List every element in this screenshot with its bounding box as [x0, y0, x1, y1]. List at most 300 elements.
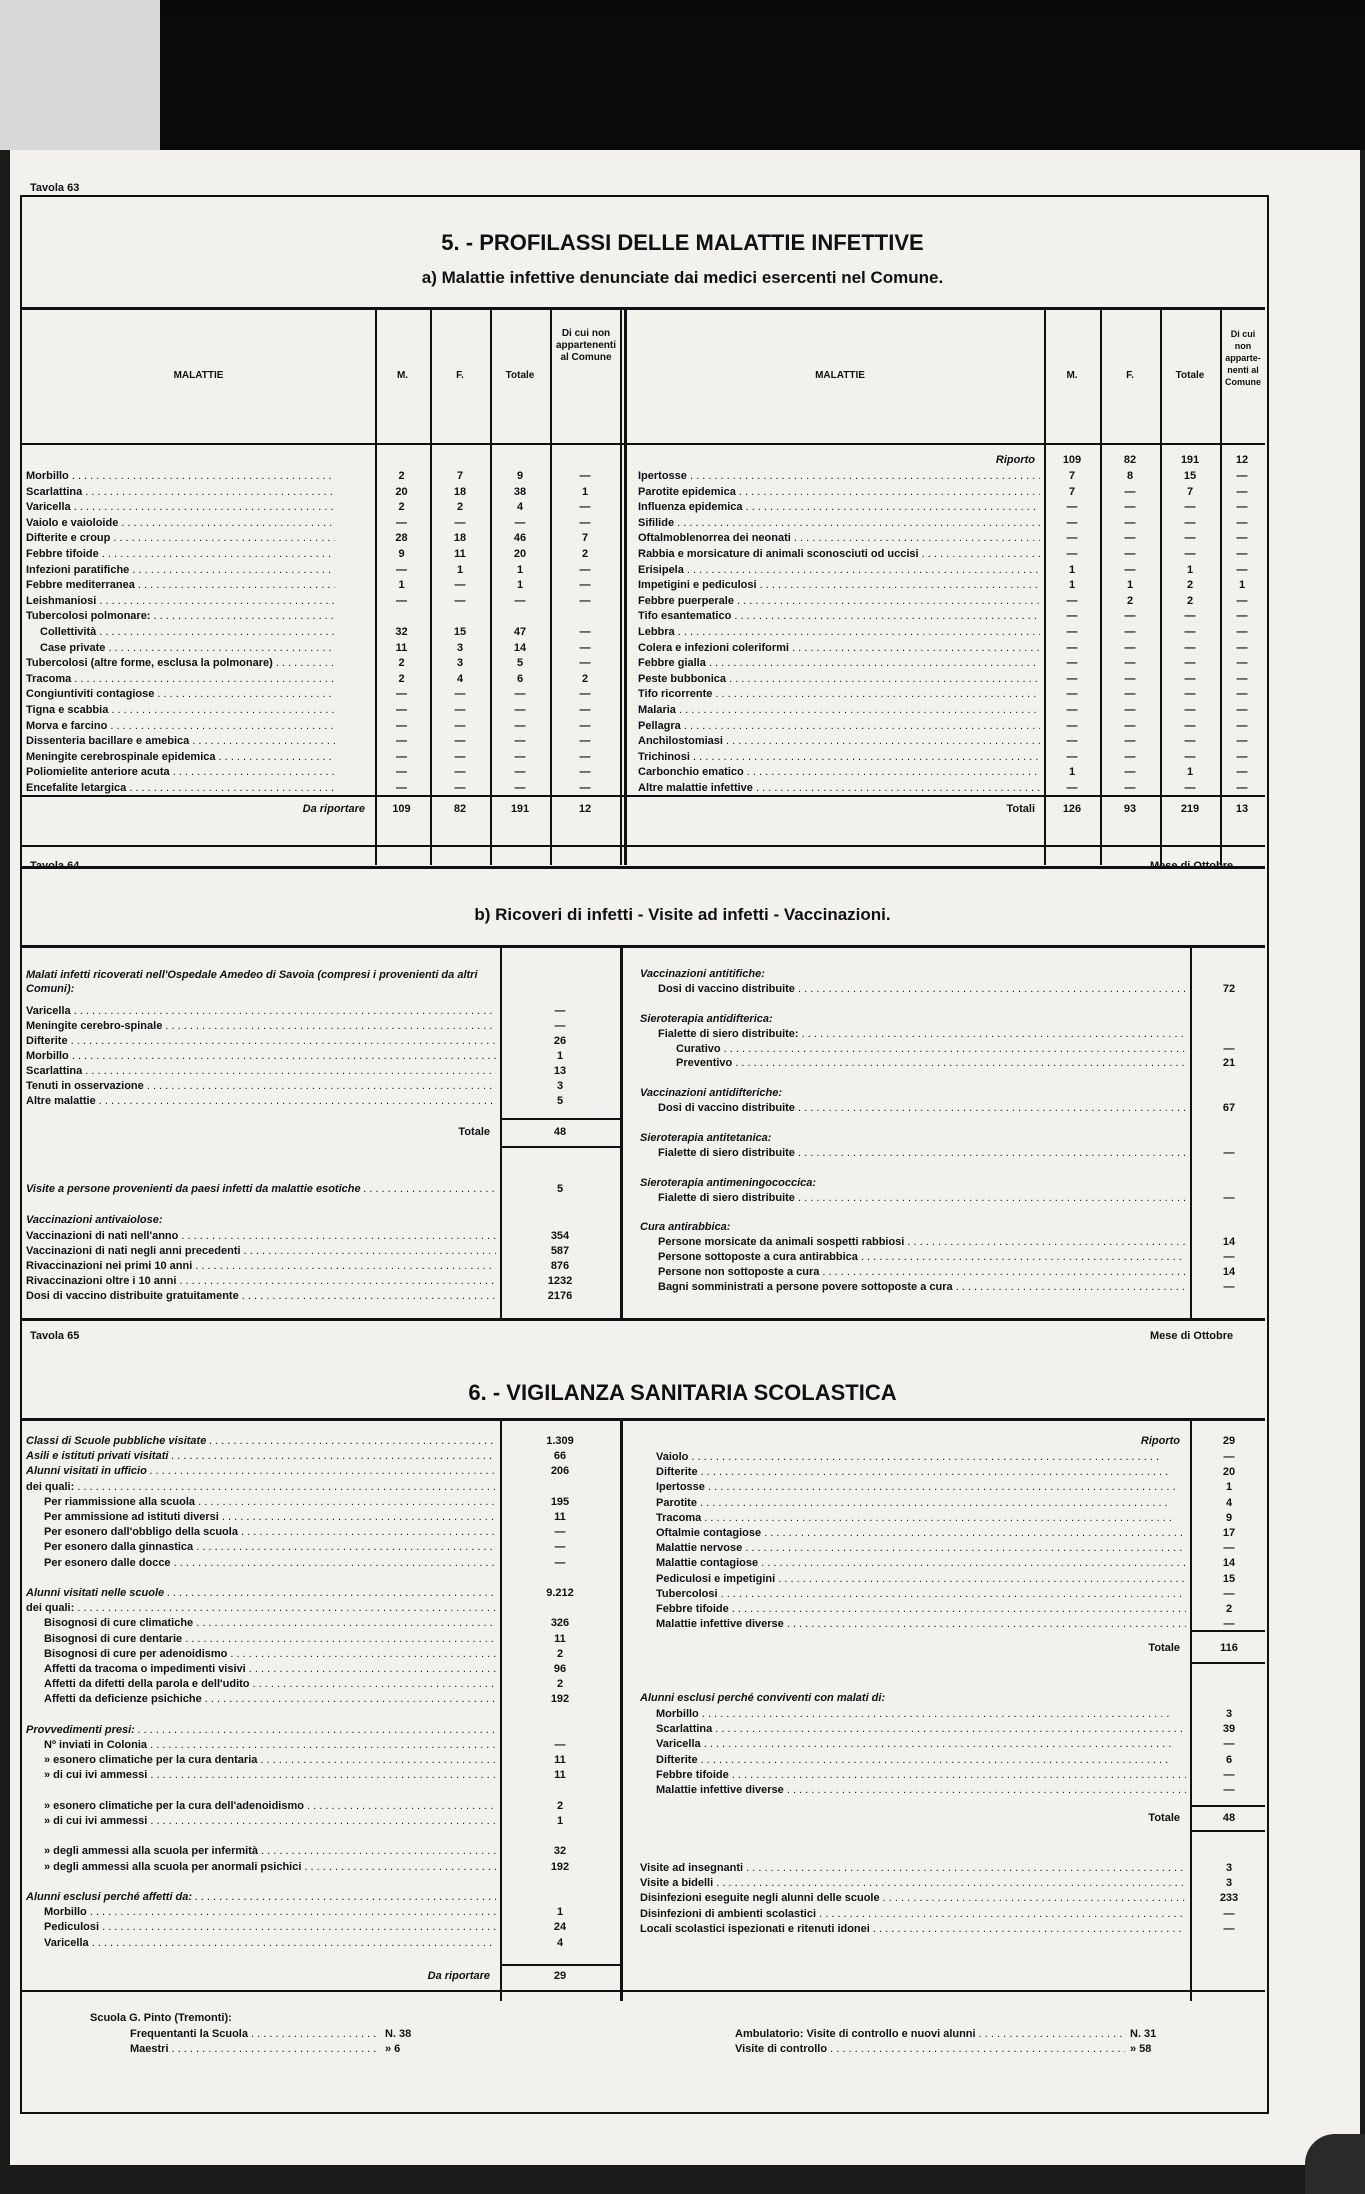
- count-m: —: [396, 750, 407, 763]
- vaccination-item: Rivaccinazioni oltre i 10 anni . . .: [26, 1275, 496, 1287]
- admissions-heading: Malati infetti ricoverati nell'Ospedale Amedeo di Savoia (compresi i provenienti da altri Comuni):: [26, 969, 478, 995]
- count-n: —: [1236, 485, 1248, 498]
- vaccination-item: Rivaccinazioni nei primi 10 anni . . .: [26, 1260, 496, 1272]
- count-t: —: [1184, 626, 1196, 638]
- exclusion-item: Parotite . . .: [656, 1497, 1186, 1509]
- school-item: dei quali: . . .: [26, 1481, 496, 1493]
- disease-name: Dissenteria bacillare e amebica . . .: [26, 735, 335, 747]
- rule: [20, 1418, 1265, 1421]
- cohabitant-item: Malattie infettive diverse . . .: [656, 1784, 1186, 1796]
- footer-school-heading: Scuola G. Pinto (Tremonti):: [90, 2012, 232, 2024]
- disease-name: Malaria . . .: [638, 704, 1040, 716]
- count-f: 1: [1126, 579, 1134, 592]
- table-64-label: Tavola 64: [30, 860, 80, 872]
- school-count: 2: [556, 1678, 564, 1691]
- count-f: 15: [453, 626, 467, 638]
- footer-ambulatory-item: Ambulatorio: Visite di controllo e nuovi alunni . . .: [735, 2028, 1125, 2040]
- count-t: —: [1184, 704, 1196, 716]
- count-m: 1: [1068, 579, 1076, 592]
- school-count: 11: [554, 1632, 566, 1645]
- count-t: —: [514, 516, 526, 529]
- disease-name: Poliomielite anteriore acuta . . .: [26, 766, 335, 778]
- header-disease-right: MALATTIE: [815, 370, 865, 381]
- disease-name: Rabbia e morsicature di animali sconosciuti od uccisi . . .: [638, 548, 1040, 560]
- disease-name: Varicella . . .: [26, 501, 335, 513]
- vaccine-item: Curativo . . .: [676, 1043, 1185, 1055]
- exclusion-count: 2: [1225, 1603, 1233, 1615]
- count-m: —: [1066, 548, 1078, 560]
- vaccine-item: Dosi di vaccino distribuite . . .: [658, 983, 1185, 995]
- column-rule: [500, 1421, 502, 2001]
- other-item: Visite ad insegnanti . . .: [640, 1862, 1185, 1874]
- school-count: 2: [556, 1647, 564, 1660]
- vaccine-count: —: [1223, 1191, 1235, 1204]
- school-count: 2: [556, 1799, 564, 1812]
- carried-over-f: 82: [1123, 454, 1137, 466]
- count-t: 1: [1186, 563, 1194, 576]
- visits-label: Visite a persone provenienti da paesi infetti da malattie esotiche . . .: [26, 1183, 496, 1195]
- count-f: —: [1124, 766, 1136, 779]
- vaccination-heading: Vaccinazioni antivaiolose:: [26, 1214, 163, 1226]
- count-m: —: [1066, 532, 1078, 545]
- school-item: Per esonero dalla ginnastica . . .: [44, 1541, 496, 1553]
- cohabitant-item: Difterite . . .: [656, 1754, 1186, 1766]
- cohabitant-count: —: [1223, 1768, 1235, 1781]
- vaccine-item: Fialette di siero distribuite: . . .: [658, 1028, 1185, 1040]
- cohabitant-count: —: [1223, 1784, 1235, 1796]
- school-count: —: [554, 1556, 566, 1569]
- count-f: 8: [1126, 470, 1134, 482]
- school-item: » di cui ivi ammessi . . .: [44, 1769, 496, 1781]
- footer-ambulatory-count: N. 31: [1130, 2028, 1157, 2040]
- count-t: —: [1184, 719, 1196, 732]
- column-rule: [620, 310, 622, 865]
- vaccination-item: Dosi di vaccino distribuite gratuitamente . . .: [26, 1290, 496, 1302]
- row-rule: [1190, 1630, 1265, 1632]
- school-item: Pediculosi . . .: [44, 1921, 496, 1933]
- count-n: 7: [581, 532, 589, 545]
- row-rule: [20, 795, 1265, 797]
- count-t: —: [514, 766, 526, 779]
- footer-school-count: » 6: [385, 2043, 401, 2055]
- count-f: —: [454, 766, 466, 779]
- table-63-label: Tavola 63: [30, 182, 80, 194]
- count-m: —: [396, 766, 407, 779]
- count-f: —: [454, 688, 466, 701]
- disease-name: Scarlattina . . .: [26, 486, 335, 498]
- exclusion-count: 17: [1222, 1527, 1236, 1539]
- exclusion-item: Malattie infettive diverse . . .: [656, 1618, 1186, 1630]
- exclusion-count: —: [1223, 1587, 1235, 1600]
- section-5b-title: b) Ricoveri di infetti - Visite ad infetti - Vaccinazioni.: [474, 905, 891, 924]
- count-f: —: [1124, 501, 1136, 514]
- count-f: 4: [456, 672, 464, 685]
- count-t: 20: [513, 548, 527, 560]
- school-count: 11: [554, 1754, 566, 1767]
- count-n: —: [1236, 610, 1248, 623]
- school-item: Asili e istituti privati visitati . . .: [26, 1450, 496, 1462]
- row-rule: [1190, 1662, 1265, 1664]
- header-non-resident-right: Di cui non appartenenti al Comune: [1225, 329, 1261, 387]
- count-f: 3: [456, 641, 464, 654]
- disease-name: Febbre tifoide . . .: [26, 548, 335, 560]
- count-m: 7: [1068, 470, 1076, 482]
- disease-name: Oftalmoblenorrea dei neonati . . .: [638, 532, 1040, 544]
- disease-name: Altre malattie infettive . . .: [638, 782, 1040, 794]
- other-count: —: [1223, 1922, 1235, 1935]
- other-count: —: [1223, 1907, 1235, 1920]
- count-n: 1: [1238, 579, 1246, 592]
- header-female: F.: [456, 370, 464, 381]
- count-n: —: [579, 563, 591, 576]
- exclusion-count: 20: [1222, 1466, 1236, 1479]
- vaccine-count: —: [1223, 1042, 1235, 1055]
- count-m: 1: [398, 579, 405, 592]
- count-t: —: [514, 594, 526, 607]
- count-f: 18: [453, 485, 467, 498]
- rule: [20, 1318, 1265, 1321]
- disease-name: Leishmaniosi . . .: [26, 595, 335, 607]
- header-total: Totale: [505, 370, 535, 381]
- count-f: —: [1124, 563, 1136, 576]
- row-rule: [500, 1118, 620, 1120]
- disease-name: Colera e infezioni coleriformi . . .: [638, 642, 1040, 654]
- count-n: —: [579, 750, 591, 763]
- section-5-title: 5. - PROFILASSI DELLE MALATTIE INFETTIVE: [441, 230, 924, 255]
- count-f: —: [454, 782, 466, 794]
- section-6-title: 6. - VIGILANZA SANITARIA SCOLASTICA: [468, 1380, 897, 1405]
- count-t: —: [1184, 750, 1196, 763]
- school-count: —: [554, 1526, 566, 1539]
- count-n: —: [579, 470, 591, 482]
- count-f: —: [1124, 548, 1136, 560]
- count-m: —: [1066, 750, 1078, 763]
- count-n: —: [579, 766, 591, 779]
- disease-name: Tifo esantematico . . .: [638, 610, 1040, 622]
- month-label: Mese di Ottobre: [1150, 860, 1234, 872]
- carry-forward-label: Da riportare: [302, 803, 365, 815]
- count-t: —: [1184, 657, 1196, 670]
- totals-f: 93: [1123, 803, 1137, 815]
- row-rule: [20, 1990, 1265, 1992]
- count-t: —: [1184, 782, 1196, 794]
- count-n: —: [1236, 532, 1248, 545]
- vaccine-count: 14: [1222, 1266, 1236, 1278]
- exclusion-count: —: [1223, 1451, 1235, 1463]
- count-f: —: [454, 579, 466, 592]
- vaccine-item: Fialette di siero distribuite . . .: [658, 1192, 1185, 1204]
- count-t: 2: [1186, 594, 1194, 607]
- disease-name: Influenza epidemica . . .: [638, 501, 1040, 513]
- count-t: —: [514, 750, 526, 763]
- vaccine-item: Preventivo . . .: [676, 1057, 1185, 1069]
- count-m: —: [396, 735, 407, 748]
- count-n: —: [1236, 735, 1248, 748]
- carry-forward-t: 191: [510, 803, 530, 815]
- count-n: —: [579, 782, 591, 794]
- school-item: » esonero climatiche per la cura dentaria . . .: [44, 1754, 496, 1766]
- disease-name: Collettività . . .: [40, 626, 335, 638]
- column-rule: [620, 948, 623, 1318]
- disease-name: Ipertosse . . .: [638, 470, 1040, 482]
- count-n: —: [579, 594, 591, 607]
- count-t: 7: [1186, 485, 1194, 498]
- school-item: Per riammissione alla scuola . . .: [44, 1496, 496, 1508]
- count-f: —: [1124, 719, 1136, 732]
- count-f: 18: [453, 532, 467, 545]
- school-item: Alunni visitati in ufficio . . .: [26, 1465, 496, 1477]
- count-f: —: [1124, 532, 1136, 545]
- exclusion-count: —: [1223, 1542, 1235, 1555]
- disease-name: Febbre puerperale . . .: [638, 595, 1040, 607]
- table-65-label: Tavola 65: [30, 1330, 80, 1342]
- exclusion-item: Malattie contagiose . . .: [656, 1557, 1186, 1569]
- count-m: —: [1066, 594, 1078, 607]
- count-m: 1: [1068, 766, 1076, 779]
- exclusion-item: Tracoma . . .: [656, 1512, 1186, 1524]
- count-t: —: [1184, 501, 1196, 514]
- school-item: Provvedimenti presi: . . .: [26, 1724, 496, 1736]
- school-count: —: [554, 1739, 566, 1751]
- school-item: Nº inviati in Colonia . . .: [44, 1739, 496, 1751]
- count-m: 11: [395, 641, 408, 654]
- row-rule: [500, 1146, 620, 1148]
- count-f: —: [454, 735, 466, 748]
- count-f: —: [1124, 672, 1136, 685]
- vaccination-count: 354: [550, 1230, 570, 1242]
- school-item: Bisognosi di cure per adenoidismo . . .: [44, 1648, 496, 1660]
- row-rule: [1190, 1805, 1265, 1807]
- school-count: 32: [553, 1845, 567, 1858]
- carry-forward-f: 82: [453, 803, 467, 815]
- exclusion-count: 4: [1225, 1496, 1233, 1509]
- count-n: —: [579, 657, 591, 670]
- count-n: —: [1236, 688, 1248, 701]
- school-item: Morbillo . . .: [44, 1906, 496, 1918]
- scan-corner: [1305, 2134, 1365, 2194]
- count-m: —: [396, 719, 407, 732]
- vaccine-item: Cura antirabbica:: [640, 1221, 731, 1234]
- count-n: —: [1236, 750, 1248, 763]
- vaccine-count: —: [1223, 1280, 1235, 1293]
- school-carried-over-label: Riporto: [1140, 1435, 1180, 1447]
- disease-name: Anchilostomiasi . . .: [638, 735, 1040, 747]
- school-count: 24: [553, 1921, 567, 1934]
- school-count: 11: [554, 1511, 566, 1523]
- exclusion-total: 116: [1220, 1642, 1238, 1654]
- count-m: 7: [1068, 485, 1076, 498]
- school-item: Classi di Scuole pubbliche visitate . . .: [26, 1435, 496, 1447]
- column-rule: [624, 310, 627, 865]
- count-t: 5: [516, 657, 524, 670]
- count-m: 2: [398, 501, 405, 514]
- rule: [20, 945, 1265, 948]
- exclusion-item: Vaiolo . . .: [656, 1451, 1186, 1463]
- cohabitant-count: —: [1223, 1738, 1235, 1751]
- disease-name: Meningite cerebrospinale epidemica . . .: [26, 751, 335, 763]
- school-item: » degli ammessi alla scuola per anormali psichici . . .: [44, 1861, 496, 1873]
- count-n: —: [1236, 719, 1248, 732]
- admissions-total: 48: [553, 1126, 567, 1138]
- column-rule: [1190, 948, 1192, 1318]
- admission-count: —: [554, 1020, 566, 1032]
- count-m: —: [1066, 704, 1078, 716]
- disease-name: Morbillo . . .: [26, 470, 335, 482]
- row-rule: [1190, 1830, 1265, 1832]
- column-rule: [620, 1421, 623, 2001]
- cohabitant-item: Varicella . . .: [656, 1738, 1186, 1750]
- disease-name: Pellagra . . .: [638, 720, 1040, 732]
- school-carry-forward: 29: [553, 1970, 567, 1982]
- cohabitant-count: 6: [1225, 1753, 1233, 1766]
- count-n: —: [579, 704, 591, 716]
- carry-forward-n: 12: [578, 803, 592, 815]
- totals-label: Totali: [1006, 803, 1035, 815]
- footer-ambulatory-item: Visite di controllo . . .: [735, 2043, 1125, 2055]
- school-item: Per ammissione ad istituti diversi . . .: [44, 1511, 496, 1523]
- school-carried-over: 29: [1222, 1435, 1236, 1447]
- disease-name: Case private . . .: [40, 642, 335, 654]
- count-t: 4: [516, 501, 524, 514]
- visits-count: 5: [556, 1183, 564, 1195]
- header-male-right: M.: [1066, 370, 1078, 381]
- count-n: —: [579, 626, 591, 638]
- cohabitant-count: 3: [1225, 1708, 1233, 1720]
- count-n: —: [1236, 641, 1248, 654]
- vaccination-count: 1232: [547, 1275, 573, 1287]
- count-t: —: [514, 782, 526, 794]
- disease-name: Infezioni paratifiche . . .: [26, 564, 335, 576]
- footer-school-item: Maestri . . .: [130, 2043, 380, 2055]
- count-t: 9: [516, 470, 524, 482]
- column-rule: [500, 948, 502, 1318]
- disease-name: Lebbra . . .: [638, 626, 1040, 638]
- column-rule: [1190, 1421, 1192, 2001]
- count-f: —: [1124, 626, 1136, 638]
- disease-name: Tracoma . . .: [26, 673, 335, 685]
- count-m: —: [396, 704, 407, 716]
- carried-over-m: 109: [1062, 454, 1082, 466]
- disease-name: Parotite epidemica . . .: [638, 486, 1040, 498]
- rule: [20, 307, 1265, 310]
- vaccination-item: Vaccinazioni di nati nell'anno . . .: [26, 1230, 496, 1242]
- vaccine-count: 21: [1222, 1057, 1236, 1070]
- school-item: Bisognosi di cure dentarie . . .: [44, 1633, 496, 1645]
- count-n: —: [579, 641, 591, 654]
- vaccination-item: Vaccinazioni di nati negli anni precedenti . . .: [26, 1245, 496, 1257]
- school-item: Varicella . . .: [44, 1937, 496, 1949]
- section-5a-subtitle: a) Malattie infettive denunciate dai medici esercenti nel Comune.: [421, 268, 944, 287]
- count-m: 2: [398, 470, 405, 482]
- admission-count: 5: [556, 1095, 564, 1107]
- school-item: Bisognosi di cure climatiche . . .: [44, 1617, 496, 1629]
- count-n: —: [1236, 516, 1248, 529]
- count-t: 1: [1186, 766, 1194, 779]
- count-n: —: [1236, 548, 1248, 560]
- cohabitant-item: Scarlattina . . .: [656, 1723, 1186, 1735]
- admission-count: —: [554, 1005, 566, 1017]
- vaccine-item: Sieroterapia antidifterica:: [640, 1012, 773, 1025]
- count-f: —: [454, 594, 466, 607]
- count-m: 1: [1068, 563, 1076, 576]
- count-m: —: [1066, 516, 1078, 529]
- vaccine-item: Sieroterapia antitetanica:: [640, 1131, 772, 1144]
- admission-count: 13: [553, 1065, 567, 1077]
- count-m: —: [1066, 610, 1078, 623]
- vaccine-count: —: [1223, 1251, 1235, 1264]
- header-total-right: Totale: [1175, 370, 1205, 381]
- count-f: —: [1124, 782, 1136, 794]
- admission-item: Meningite cerebro-spinale . . .: [26, 1020, 496, 1032]
- vaccine-item: Fialette di siero distribuite . . .: [658, 1147, 1185, 1159]
- count-n: —: [579, 579, 591, 592]
- other-count: 3: [1225, 1862, 1233, 1874]
- school-item: Affetti da deficienze psichiche . . .: [44, 1693, 496, 1705]
- school-count: 9.212: [546, 1587, 574, 1599]
- admission-item: Scarlattina . . .: [26, 1065, 496, 1077]
- school-count: —: [554, 1541, 566, 1554]
- vaccine-item: Dosi di vaccino distribuite . . .: [658, 1102, 1185, 1114]
- carried-over-t: 191: [1180, 454, 1200, 466]
- school-count: 11: [554, 1769, 566, 1782]
- disease-name: Vaiolo e vaioloide . . .: [26, 517, 335, 529]
- disease-name: Congiuntiviti contagiose . . .: [26, 688, 335, 700]
- disease-name: Carbonchio ematico . . .: [638, 766, 1040, 778]
- exclusion-count: 14: [1222, 1557, 1236, 1570]
- vaccine-item: Persone morsicate da animali sospetti rabbiosi . . .: [658, 1236, 1185, 1248]
- other-item: Disinfezioni di ambienti scolastici . . .: [640, 1908, 1185, 1920]
- admission-item: Varicella . . .: [26, 1005, 496, 1017]
- school-item: dei quali: . . .: [26, 1602, 496, 1614]
- disease-name: Morva e farcino . . .: [26, 720, 335, 732]
- count-n: —: [1236, 563, 1248, 576]
- count-m: —: [396, 563, 407, 576]
- count-m: —: [1066, 641, 1078, 654]
- school-item: » di cui ivi ammessi . . .: [44, 1815, 496, 1827]
- count-f: —: [454, 704, 466, 716]
- month-label-2: Mese di Ottobre: [1150, 1330, 1234, 1342]
- vaccine-item: Vaccinazioni antitifiche:: [640, 968, 765, 980]
- disease-name: Encefalite letargica . . .: [26, 782, 335, 794]
- count-n: —: [579, 501, 591, 514]
- count-m: —: [396, 688, 407, 701]
- count-n: 2: [581, 672, 589, 685]
- count-t: —: [1184, 641, 1196, 654]
- count-n: —: [579, 719, 591, 732]
- cohabitant-item: Febbre tifoide . . .: [656, 1769, 1186, 1781]
- carry-forward-m: 109: [392, 803, 411, 815]
- disease-name: Tifo ricorrente . . .: [638, 688, 1040, 700]
- other-item: Visite a bidelli . . .: [640, 1877, 1185, 1889]
- count-t: 2: [1186, 579, 1194, 592]
- count-n: —: [1236, 657, 1248, 670]
- count-n: —: [579, 735, 591, 748]
- count-m: —: [1066, 501, 1078, 514]
- carried-over-n: 12: [1235, 454, 1249, 466]
- school-count: 66: [553, 1450, 567, 1463]
- school-item: Alunni visitati nelle scuole . . .: [26, 1587, 496, 1599]
- school-item: Per esonero dalle docce . . .: [44, 1557, 496, 1569]
- count-t: —: [514, 735, 526, 748]
- count-n: —: [1236, 782, 1248, 794]
- count-f: 3: [456, 657, 464, 670]
- disease-name: Sifilide . . .: [638, 517, 1040, 529]
- exclusion-count: 15: [1222, 1572, 1236, 1585]
- count-t: —: [514, 688, 526, 701]
- vaccine-count: 14: [1222, 1236, 1236, 1249]
- count-n: 1: [581, 485, 589, 498]
- exclusion-count: —: [1223, 1618, 1235, 1631]
